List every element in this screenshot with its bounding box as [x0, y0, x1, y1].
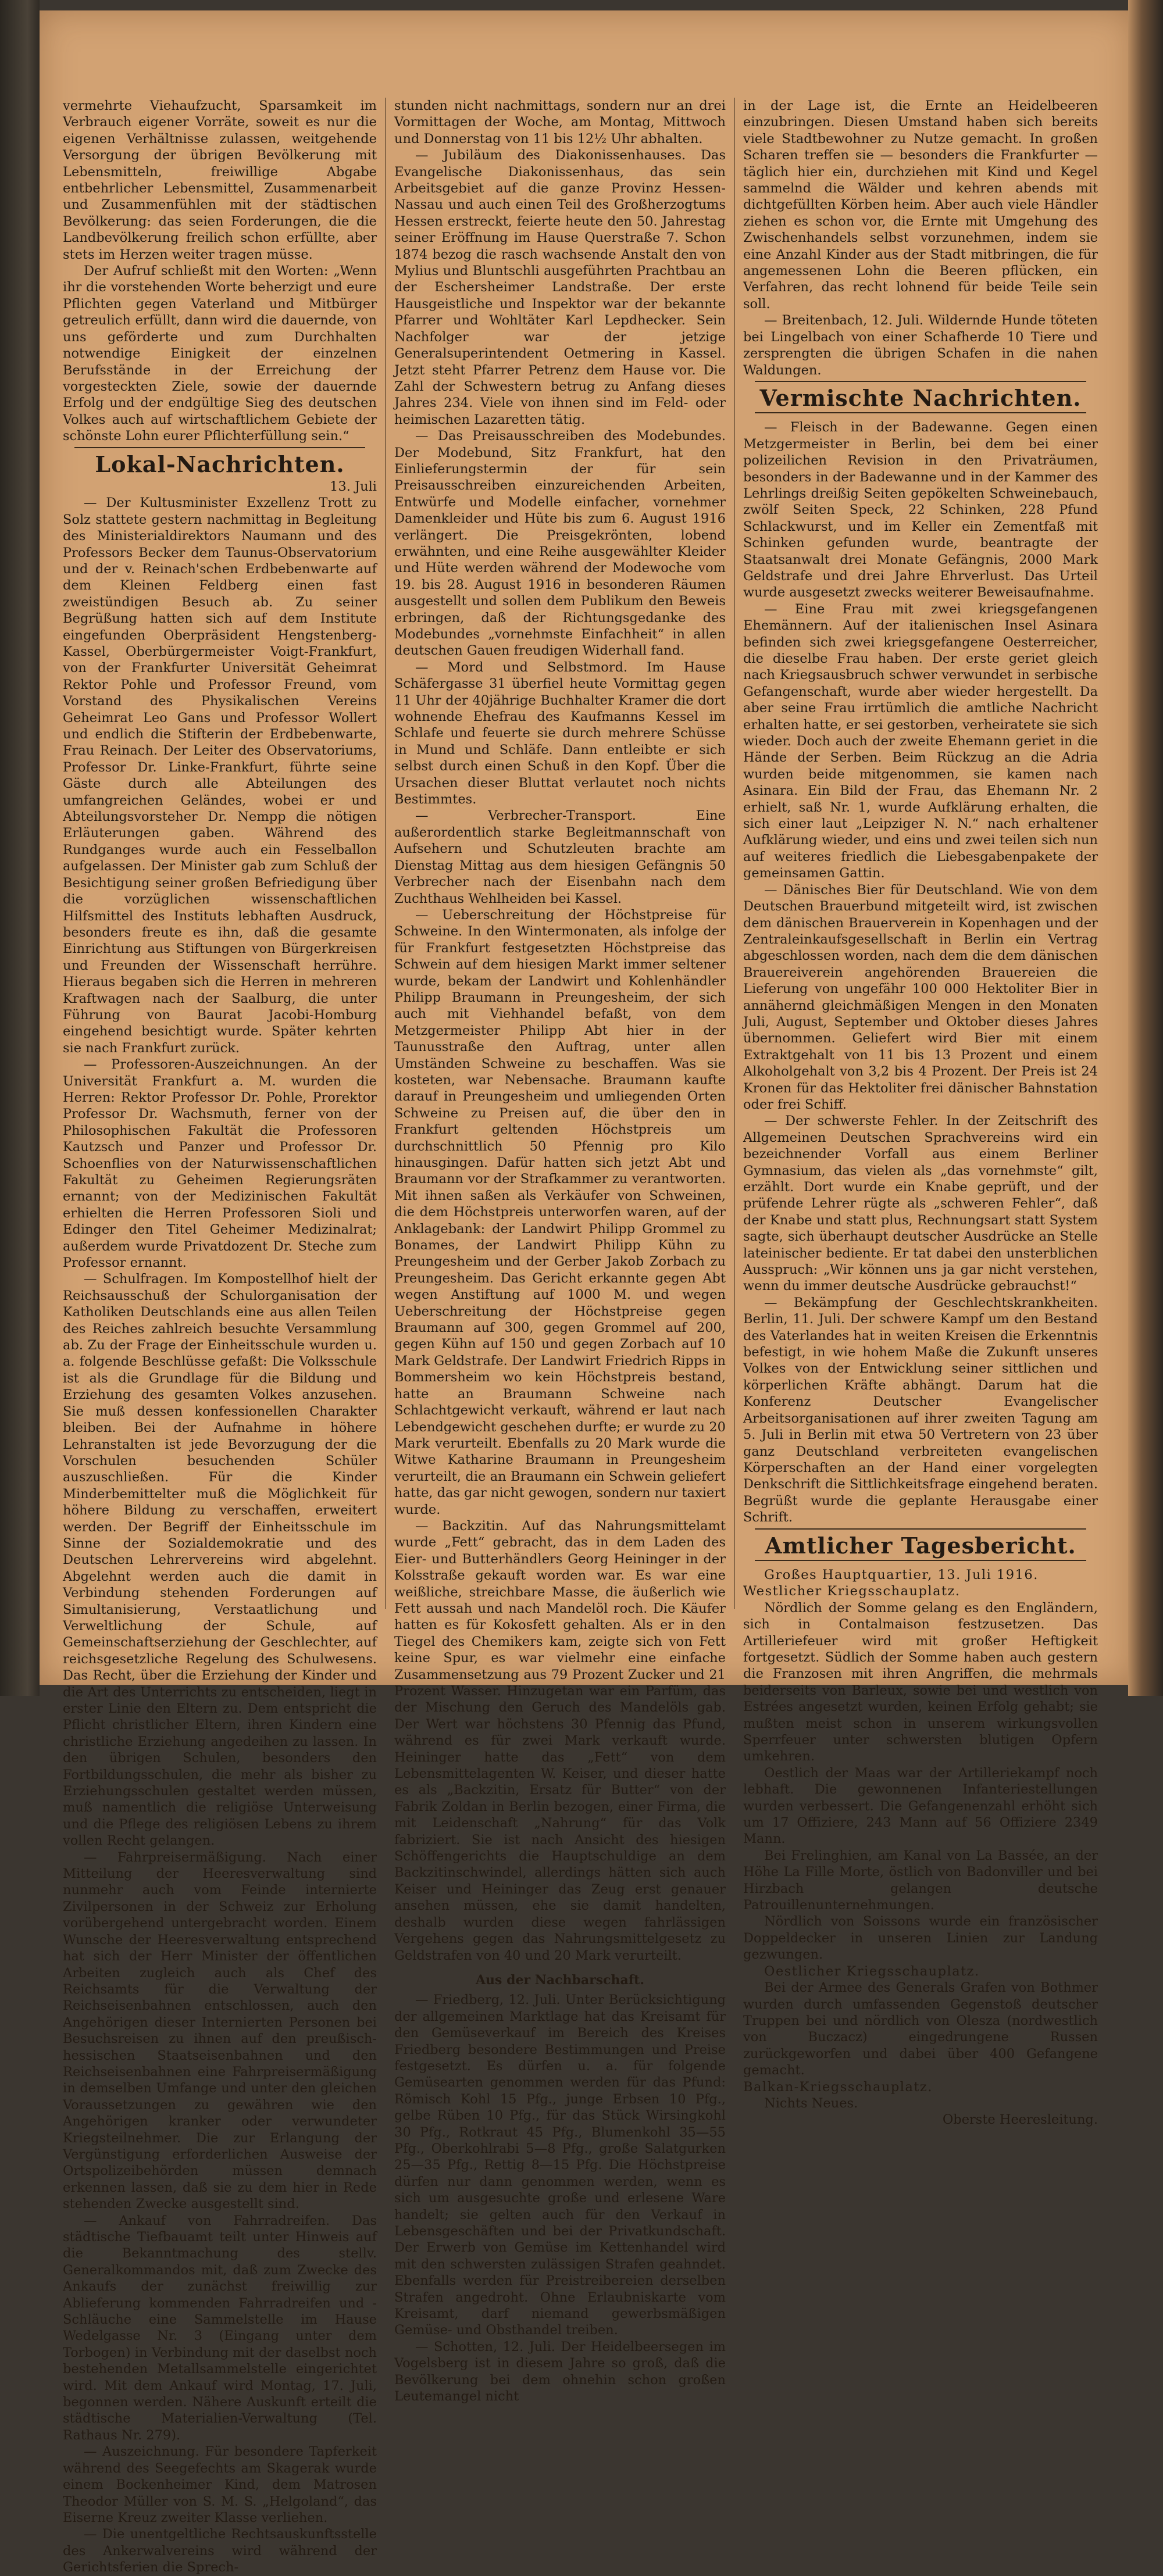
section-heading: Vermischte Nachrichten. — [759, 384, 1082, 411]
article-text: — Mord und Selbstmord. Im Hause Schäfergasse 31 überfiel heute Vormittag gegen 11 Uhr der 40jährige Buchhalter Kramer die dort wohnende Ehefrau des Kaufmanns Kessel im Schlafe und feuerte sie durch mehrere Schüsse in Mund und Schläfe. Dann entleibte er sich selbst durch einen Schuß in den Kopf. Über die Ursachen dieser Bluttat verlautet noch nichts Bestimmtes. — [394, 659, 726, 808]
article-text: — Ueberschreitung der Höchstpreise für Schweine. In den Wintermonaten, als infolge der für Frankfurt festgesetzten Höchstpreise das Schwein auf dem hiesigen Markt immer seltener wurde, bekam der Landwirt und Kohlenhändler Philipp Braumann in Preungesheim, der sich auch mit Viehhandel befaßt, von dem Metzgermeister Philipp Abt hier in der Taunusstraße den Auftrag, unter allen Umständen Schweine zu beschaffen. Was sie kosteten, war Nebensache. Braumann kaufte darauf in Preungesheim und umliegenden Orten Schweine zu Preisen auf, die über den in Frankfurt geltenden Höchstpreis um durchschnittlich 50 Pfennig pro Kilo hinausgingen. Dafür hatten sich jetzt Abt und Braumann vor der Strafkammer zu verantworten. Mit ihnen saßen als Verkäufer von Schweinen, die dem Höchstpreis unterworfen waren, auf der Anklagebank: der Landwirt Philipp Grommel zu Bonames, der Landwirt Philipp Kühn zu Preungesheim und der Gerber Jakob Zorbach zu Preungesheim. Das Gericht erkannte gegen Abt wegen Anstiftung auf 1000 M. und wegen Ueberschreitung der Höchstpreise gegen Braumann auf 300, gegen Grommel auf 200, gegen Kühn auf 150 und gegen Zorbach auf 10 Mark Geldstrafe. Der Landwirt Friedrich Ripps in Bommersheim wo kein Höchstpreis bestand, hatte an Braumann Schweine nach Schlachtgewicht verkauft, während er laut nach Lebendgewicht geschehen durfte; er wurde zu 20 Mark verurteilt. Ebenfalls zu 20 Mark wurde die Witwe Katharine Braumann in Preungesheim verurteilt, die an Braumann ein Schwein geliefert hatte, das gar nicht gewogen, sondern nur taxiert wurde. — [394, 907, 726, 1517]
article-text: — Schulfragen. Im Kompostellhof hielt der Reichsausschuß der Schulorganisation der Katholiken Deutschlands eine aus allen Teilen des Reiches zahlreich besuchte Versammlung ab. Zu der Frage der Einheitsschule wurden u. a. folgende Beschlüsse gefaßt: Die Volksschule ist als die Grundlage für die Bildung und Erziehung des gesamten Volkes anzusehen. Sie muß dessen konfessionellen Charakter bleiben. Bei der Aufnahme in höhere Lehranstalten ist jede Bevorzugung der die Vorschulen besuchenden Schüler auszuschließen. Für die Kinder Minderbemittelter muß die Möglichkeit für höhere Bildung zu verschaffen, erweitert werden. Der Begriff der Einheitsschule im Sinne der Sozialdemokratie und des Deutschen Lehrervereins wird abgelehnt. Abgelehnt werden auch die damit in Verbindung stehenden Forderungen auf Simultanisierung, Verstaatlichung und Verweltlichung der Schule, auf Gemeinschaftserziehung der Geschlechter, auf reichsgesetzliche Regelung des Schulwesens. Das Recht, über die Erziehung der Kinder und die Art des Unterrichts zu entscheiden, liegt in erster Linie den Eltern zu. Dem entspricht die Pflicht christlicher Eltern, ihren Kindern eine christliche Erziehung angedeihen zu lassen. In den übrigen Schulen, besonders den Fortbildungsschulen, die mehr als bisher zu Erziehungsschulen gestaltet werden müssen, muß namentlich die religiöse Unterweisung und die Pflege des religiösen Lebens zu ihrem vollen Recht gelangen. — [63, 1271, 377, 1849]
article-text: stunden nicht nachmittags, sondern nur an drei Vormittagen der Woche, am Montag, Mittwoch und Donnerstag von 11 bis 12½ Uhr abhalten. — [394, 98, 726, 147]
article-text: vermehrte Viehaufzucht, Sparsamkeit im Verbrauch eigener Vorräte, soweit es nur die eigenen Verhältnisse zulassen, weitgehende Versorgung der übrigen Bevölkerung mit Lebensmitteln, freiwillige Abgabe entbehrlicher Lebensmittel, Zusammenarbeit und Zusammenfühlen mit der städtischen Bevölkerung: das seien Forderungen, die die Landbevölkerung freilich schon erfüllte, aber stets im Herzen weiter tragen müsse. — [63, 98, 377, 262]
article-text: — Fleisch in der Badewanne. Gegen einen Metzgermeister in Berlin, bei dem bei einer polizeilichen Revision in den Privaträumen, besonders in der Badewanne und in der Kammer des Lehrlings dreißig Seiten gepökelten Schweinebauch, zwölf Seiten Speck, 22 Schinken, 228 Pfund Schlackwurst, und im Keller ein Zementfaß mit Schinken gefunden wurde, beantragte der Staatsanwalt drei Monate Gefängnis, 2000 Mark Geldstrafe und drei Jahre Ehrverlust. Das Urteil wurde ausgesetzt zwecks weiterer Beweisaufnahme. — [743, 420, 1098, 601]
article-text: — Eine Frau mit zwei kriegsgefangenen Ehemännern. Auf der italienischen Insel Asinara befinden sich zwei kriegsgefangene Oesterreicher, die dieselbe Frau haben. Der erste geriet gleich nach Kriegsausbruch schwer verwundet in serbische Gefangenschaft, wurde aber wieder hergestellt. Da aber seine Frau irrtümlich die amtliche Nachricht erhalten hatte, er sei gestorben, verheiratete sie sich wieder. Doch auch der zweite Ehemann geriet in die Hände der Serben. Beim Rückzug an die Adria wurden beide mitgenommen, sie kamen nach Asinara. Ein Bild der Frau, das Ehemann Nr. 2 erhielt, saß Nr. 1, wurde Aufklärung erhalten, die sich einer laut „Leipziger N. N.“ nach erhaltener Aufklärung wieder, und eins und zwei teilen sich nun auf weiteres friedlich die Liebesgabenpakete der gemeinsamen Gattin. — [743, 601, 1098, 881]
page-edges — [1128, 0, 1163, 1696]
dateline: 13. Juli — [330, 478, 377, 494]
article-text: in der Lage ist, die Ernte an Heidelbeeren einzubringen. Diesen Umstand haben sich bereits viele Stadtbewohner zu Nutze gemacht. In großen Scharen treffen sie — besonders die Frankfurter — täglich hier ein, durchziehen mit Kind und Kegel sammelnd die Wälder und kehren abends mit dichtgefüllten Körben heim. Aber auch viele Händler ziehen es schon vor, die Ernte mit Umgehung des Zwischenhandels selbst vorzunehmen, indem sie eine Anzahl Kinder aus der Stadt mitbringen, die für angemessenen Lohn die Beeren pflücken, ein Verfahren, das recht lohnend für beide Teile sein soll. — [743, 98, 1098, 312]
article-text: — Schotten, 12. Juli. Der Heidelbeersegen im Vogelsberg ist in diesem Jahre so groß, daß die Bevölkerung bei dem ohnehin schon großen Leutemangel nicht — [394, 2339, 726, 2404]
article-text: Bei der Armee des Generals Grafen von Bothmer wurden durch umfassenden Gegenstoß deutscher Truppen bei und nördlich von Olesza (nordwestlich von Buczacz) eingedrungene Russen zurückgeworfen und dabei über 400 Gefangene gemacht. — [743, 1980, 1098, 2078]
article-text: Der Aufruf schließt mit den Worten: „Wenn ihr die vorstehenden Worte beherzigt und eure Pflichten gegen Vaterland und Mitbürger getreulich erfüllt, dann wird die dauernde, von uns geförderte und zum Durchhalten notwendige Einigkeit der einzelnen Berufsstände in der Erreichung der vorgesteckten Ziele, sowie der dauernde Erfolg und der endgültige Sieg des deutschen Volkes auch auf wirtschaftlichem Gebiete der schönste Lohn eurer Pflichterfüllung sein.“ — [63, 263, 377, 444]
article-text: Nichts Neues. — [764, 2095, 858, 2111]
article-text: Oestlich der Maas war der Artilleriekampf noch lebhaft. Die gewonnenen Infanteriestellungen wurden verbessert. Die Gefangenenzahl erhöht sich um 17 Offiziere, 243 Mann auf 56 Offiziere 2349 Mann. — [743, 1765, 1098, 1847]
article-text: — Breitenbach, 12. Juli. Wildernde Hunde töteten bei Lingelbach von einer Schafherde 10 Tiere und zersprengten die übrigen Schafen in die nahen Waldungen. — [743, 313, 1098, 378]
divider — [755, 381, 1086, 382]
subsection-heading: Aus der Nachbarschaft. — [475, 1972, 645, 1988]
theater-heading: Balkan-Kriegsschauplatz. — [743, 2079, 933, 2095]
column-1 — [63, 98, 377, 2575]
article-text: Bei Frelinghien, am Kanal von La Bassée, an der Höhe La Fille Morte, östlich von Badonviller und bei Hirzbach gelangen deutsche Patrouillenunternehmungen. — [743, 1848, 1098, 1913]
signature: Oberste Heeresleitung. — [942, 2112, 1098, 2128]
book-binding — [0, 0, 40, 1696]
article-text: — Ankauf von Fahrradreifen. Das städtische Tiefbauamt teilt unter Hinweis auf die Bekanntmachung des stellv. Generalkommandos mit, daß zum Zwecke des Ankaufs der zunächst freiwillig zur Ablieferung kommenden Fahrradreifen und -Schläuche eine Sammelstelle im Hause Wedelgasse Nr. 3 (Eingang unter dem Torbogen) in Verbindung mit der daselbst noch bestehenden Metallsammelstelle eingerichtet wird. Mit dem Ankauf wird Montag, 17. Juli, begonnen werden. Nähere Auskunft erteilt die städtische Materialien-Verwaltung (Tel. Rathaus Nr. 279). — [63, 2213, 377, 2443]
article-text: — Backzitin. Auf das Nahrungsmittelamt wurde „Fett“ gebracht, das in dem Laden des Eier- und Butterhändlers Georg Heininger in der Kolsstraße gekauft worden war. Es war eine weißliche, streichbare Masse, die äußerlich wie Fett aussah und nach Mandelöl roch. Die Käufer hatten es für Kokosfett gehalten. Als er in den Tiegel des Chemikers kam, zeigte sich von Fett keine Spur, es war vielmehr eine einfache Zusammensetzung aus 79 Prozent Zucker und 21 Prozent Wasser. Hinzugetan war ein Parfüm, das der Mischung den Geruch des Mandelöls gab. Der Wert war höchstens 30 Pfennig das Pfund, während es für zwei Mark verkauft wurde. Heininger hatte das „Fett“ von dem Lebensmittelagenten W. Keiser, und dieser hatte es als „Backzitin, Ersatz für Butter“ von der Fabrik Zoldan in Berlin bezogen, einer Firma, die mit Leidenschaft „Nahrung“ für das Volk fabriziert. Sie ist nach Ansicht des hiesigen Schöffengerichts die Hauptschuldige an dem Backzitinschwindel, allerdings hätten sich auch Keiser und Heininger das Zeug erst genauer ansehen müssen, ehe sie damit handelten, deshalb wurden diese wegen fahrlässigen Vergehens gegen das Nahrungsmittelgesetz zu Geldstrafen von 40 und 20 Mark verurteilt. — [394, 1518, 726, 1963]
article-text: — Das Preisausschreiben des Modebundes. Der Modebund, Sitz Frankfurt, hat den Einlieferungstermin der für sein Preisausschreiben einzureichenden Arbeiten, Entwürfe und Modelle einfacher, vornehmer Damenkleider und Hüte bis zum 6. August 1916 verlängert. Die Preisgekrönten, lobend erwähnten, und eine Reihe ausgewählter Kleider und Hüte werden während der Modewoche vom 19. bis 28. August 1916 in besonderen Räumen ausgestellt und sollen dem Publikum den Beweis erbringen, daß der Richtungsgedanke des Modebundes „vornehmste Einfachheit“ in allen deutschen Gauen freudigen Widerhall fand. — [394, 428, 726, 659]
divider — [74, 447, 365, 448]
article-text: — Jubiläum des Diakonissenhauses. Das Evangelische Diakonissenhaus, das sein Arbeitsgebiet auf die ganze Provinz Hessen-Nassau und auch einen Teil des Großherzogtums Hessen erstreckt, feierte heute den 50. Jahrestag seiner Eröffnung im Hause Querstraße 7. Schon 1874 bezog die rasch wachsende Anstalt den von Mylius und Bluntschli ausgeführten Prachtbau an der Eschersheimer Landstraße. Der erste Hausgeistliche und Inspektor war der bekannte Pfarrer und Wohltäter Karl Lepdhecker. Sein Nachfolger war der jetzige Generalsuperintendent Oetmering in Kassel. Jetzt steht Pfarrer Petrenz dem Hause vor. Die Zahl der Schwestern betrug zu Anfang dieses Jahres 234. Viele von ihnen sind im Feld- oder heimischen Lazaretten tätig. — [394, 148, 726, 427]
article-text: — Der Kultusminister Exzellenz Trott zu Solz stattete gestern nachmittag in Begleitung des Ministerialdirektors Naumann und des Professors Becker dem Taunus-Observatorium und der v. Reinach'schen Erdbebenwarte auf dem Kleinen Feldberg einen fast zweistündigen Besuch ab. Zu seiner Begrüßung hatten sich auf dem Institute eingefunden Oberpräsident Hengstenberg-Kassel, Oberbürgermeister Voigt-Frankfurt, von der Frankfurter Universität Geheimrat Rektor Pohle und Professor Freund, vom Vorstand des Physikalischen Vereins Geheimrat Leo Gans und Professor Wollert und endlich die Stifterin der Erdbebenwarte, Frau Reinach. Der Leiter des Observatoriums, Professor Dr. Linke-Frankfurt, führte seine Gäste durch alle Abteilungen des umfangreichen Geländes, wobei er und Abteilungsvorsteher Dr. Nempp die nötigen Erläuterungen gaben. Während des Rundganges wurde auch ein Fesselballon aufgelassen. Der Minister gab zum Schluß der Besichtigung seiner großen Befriedigung über die vorzüglichen wissenschaftlichen Hilfsmittel des Instituts lebhaften Ausdruck, besonders freute es ihn, daß die gesamte Einrichtung aus Stiftungen von Bürgerkreisen und Freunden der Wissenschaft herrühre. Hieraus begaben sich die Herren in mehreren Kraftwagen nach der Saalburg, die unter Führung von Baurat Jacobi-Homburg eingehend besichtigt wurde. Später kehrten sie nach Frankfurt zurück. — [63, 495, 377, 1056]
article-text: Nördlich von Soissons wurde ein französischer Doppeldecker in unseren Linien zur Landung gezwungen. — [743, 1914, 1098, 1963]
divider — [755, 1560, 1086, 1561]
article-text: — Verbrecher-Transport. Eine außerordentlich starke Begleitmannschaft von Aufsehern und Schutzleuten brachte am Dienstag Mittag aus dem hiesigen Gefängnis 50 Verbrecher nach der Eisenbahn nach dem Zuchthaus Wehlheiden bei Kassel. — [394, 808, 726, 906]
column-3 — [743, 98, 1098, 2128]
article-text: — Der schwerste Fehler. In der Zeitschrift des Allgemeinen Deutschen Sprachvereins wird ein bezeichnender Vorfall aus einem Berliner Gymnasium, das vielen als „das vornehmste“ gilt, erzählt. Dort wurde ein Knabe geprüft, und der prüfende Lehrer rügte als „schweren Fehler“, daß der Knabe und statt plus, Rechnungsart statt System sagte, sich überhaupt deutscher Ausdrücke an Stelle lateinischer bediente. Er tat dabei den unsterblichen Ausspruch: „Wir können uns ja gar nicht verstehen, wenn du immer deutsche Ausdrücke gebrauchst!“ — [743, 1113, 1098, 1294]
article-text: — Fahrpreisermäßigung. Nach einer Mitteilung der Heeresverwaltung sind nunmehr auch vom Feinde internierte Zivilpersonen in der Schweiz zur Erholung vorübergehend untergebracht worden. Einem Wunsche der Heeresverwaltung entsprechend hat sich der Herr Minister der öffentlichen Arbeiten zugleich auch als Chef des Reichsamts für die Verwaltung der Reichseisenbahnen entschlossen, auch den Angehörigen dieser Internierten Personen bei Besuchsreisen zu ihnen auf den preußisch-hessischen Staatseisenbahnen und den Reichseisenbahnen eine Fahrpreisermäßigung in demselben Umfange und unter den gleichen Voraussetzungen zu gewähren wie den Angehörigen kranker oder verwundeter Kriegsteilnehmer. Die zur Erlangung der Vergünstigung erforderlichen Ausweise der Ortspolizeibehörden müssen demnach erkennen lassen, daß sie zu dem hier in Rede stehenden Zwecke ausgestellt sind. — [63, 1849, 377, 2212]
article-text: — Auszeichnung. Für besondere Tapferkeit während des Seegefechts am Skagerak wurde einem Bockenheimer Kind, dem Matrosen Theodor Müller von S. M. S. „Helgoland“, das Eiserne Kreuz zweiter Klasse verliehen. — [63, 2444, 377, 2525]
article-text: — Die unentgeltliche Rechtsauskunftsstelle des Ankerwalvereins wird während der Gerichtsferien die Sprech- — [63, 2527, 377, 2575]
divider — [755, 1528, 1086, 1530]
column-rule — [385, 98, 386, 1609]
newspaper-page — [40, 10, 1133, 2575]
dateline: Großes Hauptquartier, 13. Juli 1916. — [764, 1567, 1039, 1582]
section-heading: Amtlicher Tagesbericht. — [765, 1532, 1076, 1559]
column-2 — [394, 98, 726, 2404]
divider — [755, 412, 1086, 413]
article-text: Nördlich der Somme gelang es den Engländern, sich in Contalmaison festzusetzen. Das Artilleriefeuer wird mit großer Heftigkeit fortgesetzt. Südlich der Somme haben auch gestern die Franzosen mit ihren Angriffen, die mehrmals beiderseits von Barleux, sowie bei und westlich von Estrées angesetzt wurden, keinen Erfolg gehabt; sie mußten meist schon in unserem wirkungsvollen Sperrfeuer unter schwersten blutigen Opfern umkehren. — [743, 1600, 1098, 1764]
theater-heading: Westlicher Kriegsschauplatz. — [743, 1584, 961, 1599]
article-text: — Friedberg, 12. Juli. Unter Berücksichtigung der allgemeinen Marktlage hat das Kreisamt für den Gemüseverkauf im Bereich des Kreises Friedberg besondere Bestimmungen und Preise festgesetzt. Es dürfen u. a. für folgende Gemüsearten genommen werden für das Pfund: Römisch Kohl 15 Pfg., junge Erbsen 10 Pfg., gelbe Rüben 10 Pfg., für das Stück Wirsingkohl 30 Pfg., Rotkraut 45 Pfg., Blumenkohl 35—55 Pfg., Oberkohlrabi 5—8 Pfg., große Salatgurken 25—35 Pfg., Rettig 8—15 Pfg. Die Höchstpreise dürfen nur dann genommen werden, wenn es sich um ausgesuchte große und erlesene Ware handelt; sie gelten auch für den Verkauf in Lebensgeschäften und bei der Privatkundschaft. Der Erwerb von Gemüse im Kettenhandel wird mit den schwersten zulässigen Strafen geahndet. Ebenfalls werden für Preistreibereien derselben Strafen angedroht. Ohne Erlaubniskarte vom Kreisamt, darf niemand gewerbsmäßigen Gemüse- und Obsthandel treiben. — [394, 1992, 726, 2338]
article-text: — Bekämpfung der Geschlechtskrankheiten. Berlin, 11. Juli. Der schwere Kampf um den Bestand des Vaterlandes hat in weiten Kreisen die Erkenntnis befestigt, in wie hohem Maße die Zukunft unseres Volkes von der Entwicklung seiner sittlichen und körperlichen Kräfte abhängt. Darum hat die Konferenz Deutscher Evangelischer Arbeitsorganisationen auf ihrer zweiten Tagung am 5. Juli in Berlin mit etwa 50 Vertretern von 23 über ganz Deutschland verbreiteten evangelischen Körperschaften an der Hand einer vorgelegten Denkschrift die Sittlichkeitsfrage eingehend beraten. Begrüßt wurde die geplante Herausgabe einer Schrift. — [743, 1295, 1098, 1525]
column-rule — [734, 98, 735, 1609]
article-text: — Dänisches Bier für Deutschland. Wie von dem Deutschen Brauerbund mitgeteilt wird, ist zwischen dem dänischen Brauerverein in Kopenhagen und der Zentraleinkaufsgesellschaft in Berlin ein Vertrag abgeschlossen worden, nach dem die dem dänischen Brauereiverein angehörenden Brauereien die Lieferung von ungefähr 100 000 Hektoliter Bier in annähernd gleichmäßigen Mengen in den Monaten Juli, August, September und Oktober dieses Jahres übernommen. Geliefert wird Bier mit einem Extraktgehalt von 11 bis 13 Prozent und einem Alkoholgehalt von 3,2 bis 4 Prozent. Der Preis ist 24 Kronen für das Hektoliter frei dänischer Bahnstation oder frei Schiff. — [743, 882, 1098, 1112]
article-text: — Professoren-Auszeichnungen. An der Universität Frankfurt a. M. wurden die Herren: Rektor Professor Dr. Pohle, Prorektor Professor Dr. Wachsmuth, ferner von der Philosophischen Fakultät die Professoren Kautzsch und Panzer und Professor Dr. Schoenflies von der Naturwissenschaftlichen Fakultät zu Geheimen Regierungsräten ernannt; von der Medizinischen Fakultät erhielten die Herren Professoren Sioli und Edinger den Titel Geheimer Medizinalrat; außerdem wurde Privatdozent Dr. Steche zum Professor ernannt. — [63, 1057, 377, 1271]
section-heading: Lokal-Nachrichten. — [95, 451, 345, 477]
theater-heading: Oestlicher Kriegsschauplatz. — [764, 1963, 980, 1979]
